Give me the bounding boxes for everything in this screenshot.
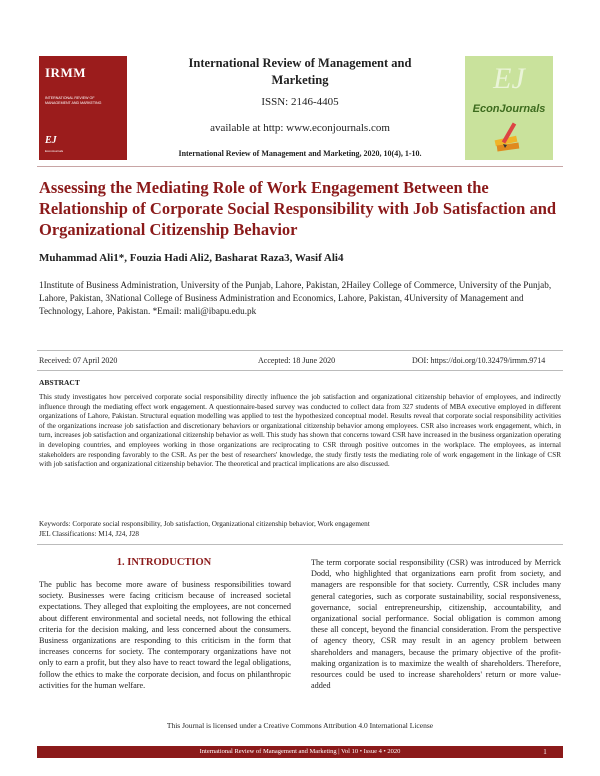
cover-title: INTERNATIONAL REVIEW OF MANAGEMENT AND MARKETING	[45, 96, 102, 105]
dates-rule-top	[37, 350, 563, 351]
page-number: 1	[543, 748, 547, 756]
abstract-text: This study investigates how perceived corporate social responsibility directly influence the job satisfaction and organizational citizenship behavior of employees, and indirectly influence through the mediating effect work engagement. A questionnaire-based survey was conducted to collect data from 327 students of MBA executive employed in different organizations of Lahore, Pakistan. Structural equation modelling was applied to test the hypothesized conceptual model. Results reveal that corporate social responsibility activities of the organizations increase job satisfaction and discretionary behaviors or organizational citizenship behavior among employees. CSR also increases work engagement, which, in turn, increases job satisfaction and organizational citizenship behavior as well. This study has shown that concerns toward CSR have increased in the business organization operating in developing countries, and employees working in those organizations are reciprocating to CSR through positive outcomes in the workplace. The employees, as internal stakeholders are responding favorably to the CSR. As per the best of researchers' knowledge, the study firstly tests the mediating role of work engagement in the linkage of CSR with job satisfaction and organizational citizenship behavior. The theoretical and practical implications are also discussed.	[39, 393, 561, 469]
abstract-rule	[37, 544, 563, 545]
accepted-date: Accepted: 18 June 2020	[258, 356, 336, 365]
dates-rule-bottom	[37, 370, 563, 371]
license-note: This Journal is licensed under a Creative Commons Attribution 4.0 International License	[166, 721, 434, 730]
footer-journal-info: International Review of Management and Marketing | Vol 10 • Issue 4 • 2020	[199, 748, 401, 755]
cover-ej-mark: EJ	[45, 135, 57, 146]
body-column-right: The term corporate social responsibility (CSR) was introduced by Merrick Dodd, who highlighted that organizations earn profit from society, and managers are responsible for that society. Currently, CSR includes many general categories, such as corporate sustainability, social responsiveness, governance, social entrepreneurship, citizenship, accountability, and organizational social performance. Social obligation is common among these all concept, beyond the financial consideration. From the perspective of agency theory, CSR may result in an agency problem between shareholders and managers, because the primary objective of the profit-making organization is to maximize the wealth of shareholders. Therefore, resources could be used to increase shareholders' return or more value-added	[311, 558, 561, 691]
econjournals-logo	[465, 56, 553, 160]
availability-line: available at http: www.econjournals.com	[210, 122, 390, 134]
cover-logo: IRMM	[45, 65, 86, 80]
body-column-left: The public has become more aware of business responsibilities toward society. Businesses were facing criticism because of increased societal expectations. They alleged that exploiting the employees, are not concerned about different environmental and societal needs, not following the ethical criteria for the decision making, and less concerned about the consumers. Business organizations are responding to this criticism in the form that increases concerns for society. The contemporary organizations have not only to earn a profit, but they also have to react toward the legal obligations, follow the ethics to make the corporate decision, and focus on philanthropic activities for the human welfare.	[39, 580, 291, 690]
keywords: Keywords: Corporate social responsibility, Job satisfaction, Organizational citizenship behavior, Work engagement	[39, 520, 370, 528]
journal-cover-image	[39, 56, 127, 160]
section-heading-introduction: 1. INTRODUCTION	[116, 557, 212, 568]
journal-title: International Review of Management and Marketing	[188, 56, 412, 87]
issn: ISSN: 2146-4405	[261, 96, 339, 108]
cover-ej-text: EconJournals	[45, 149, 64, 153]
ej-logo-word: EconJournals	[472, 103, 546, 115]
author-list: Muhammad Ali1*, Fouzia Hadi Ali2, Basharat Raza3, Wasif Ali4	[39, 252, 344, 264]
citation-line: International Review of Management and Marketing, 2020, 10(4), 1-10.	[178, 149, 422, 158]
pencil-books-icon	[489, 120, 529, 156]
abstract-heading: ABSTRACT	[39, 378, 80, 387]
paper-title: Assessing the Mediating Role of Work Engagement Between the Relationship of Corporate Social Responsibility with Job Satisfaction and Organizational Citizenship Behavior	[39, 178, 557, 239]
jel-classifications: JEL Classifications: M14, J24, J28	[39, 530, 139, 538]
received-date: Received: 07 April 2020	[39, 356, 118, 365]
doi-link[interactable]: DOI: https://doi.org/10.32479/irmm.9714	[412, 356, 546, 365]
header-rule	[37, 166, 563, 167]
affiliations: 1Institute of Business Administration, University of the Punjab, Lahore, Pakistan, 2Hailey College of Commerce, University of the Punjab, Lahore, Pakistan, 3National College of Business Administration and Economics, Lahore, Pakistan, 4University of Management and Technology, Lahore, Pakistan. *Email: mali@ibapu.edu.pk	[39, 280, 552, 316]
ej-logo-mark: EJ	[493, 62, 525, 95]
